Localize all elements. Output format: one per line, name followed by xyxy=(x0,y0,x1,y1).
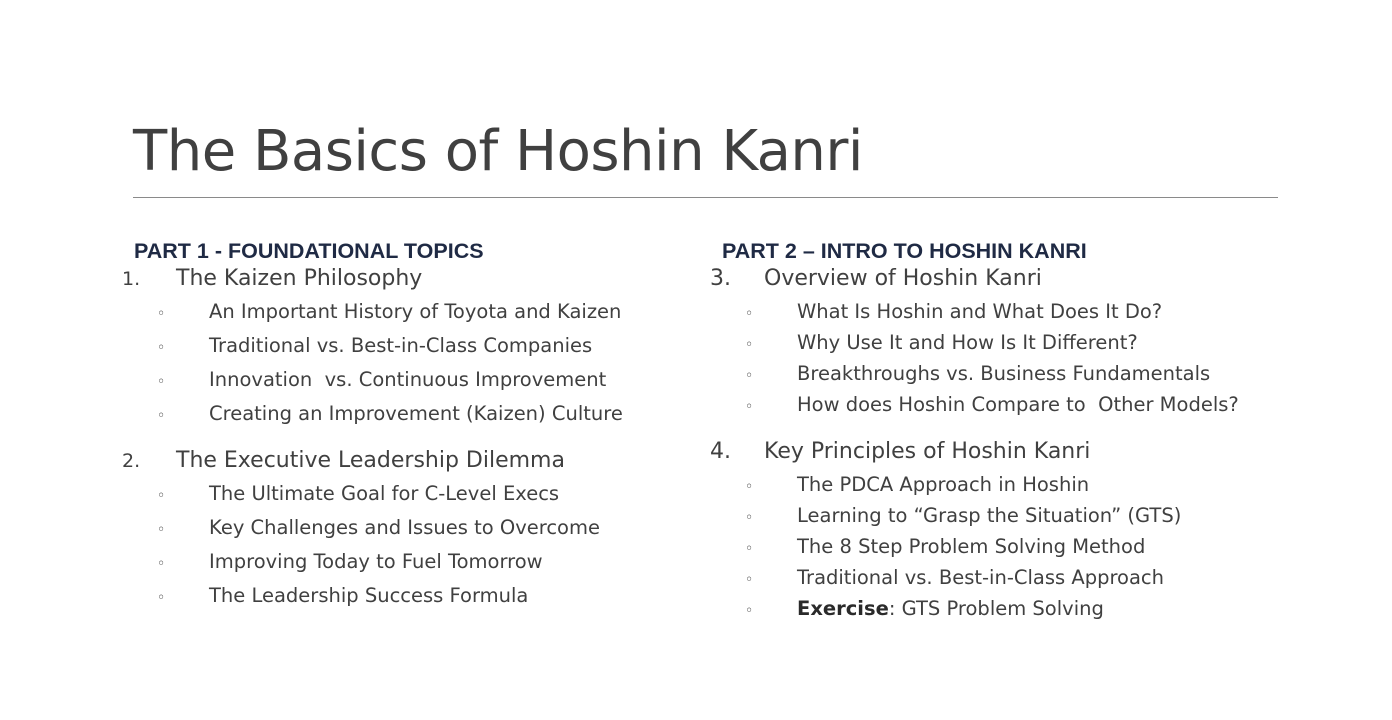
exercise-item xyxy=(710,597,1310,628)
section-4 xyxy=(710,439,1310,628)
bullet-icon: ◦ xyxy=(745,479,754,495)
bullet-icon: ◦ xyxy=(157,556,166,572)
section-header xyxy=(710,439,1310,473)
list-item xyxy=(122,584,682,618)
list-item xyxy=(710,504,1310,535)
list-item-text: Key Challenges and Issues to Overcome xyxy=(209,516,600,539)
bullet-icon: ◦ xyxy=(745,541,754,557)
list-item-text: Traditional vs. Best-in-Class Approach xyxy=(797,566,1164,589)
part1-column xyxy=(122,236,682,618)
bullet-icon: ◦ xyxy=(157,488,166,504)
bullet-icon: ◦ xyxy=(157,306,166,322)
section-title: Overview of Hoshin Kanri xyxy=(764,266,1042,291)
bullet-icon: ◦ xyxy=(157,374,166,390)
list-item xyxy=(122,402,682,436)
title-divider xyxy=(133,197,1278,198)
bullet-icon: ◦ xyxy=(745,399,754,415)
list-item-text: Innovation vs. Continuous Improvement xyxy=(209,368,607,391)
list-item-text: The 8 Step Problem Solving Method xyxy=(797,535,1146,558)
list-item xyxy=(122,482,682,516)
list-item xyxy=(710,393,1310,424)
bullet-icon: ◦ xyxy=(157,340,166,356)
bullet-icon: ◦ xyxy=(745,337,754,353)
list-item-text: Breakthroughs vs. Business Fundamentals xyxy=(797,362,1211,385)
part1-heading: PART 1 - FOUNDATIONAL TOPICS xyxy=(134,239,484,263)
list-item xyxy=(710,535,1310,566)
section-number: 4. xyxy=(710,439,731,464)
list-item xyxy=(710,300,1310,331)
section-3 xyxy=(710,266,1310,424)
section-header xyxy=(122,448,682,482)
list-item xyxy=(122,300,682,334)
section-header xyxy=(710,266,1310,300)
list-item-text: An Important History of Toyota and Kaizen xyxy=(209,300,622,323)
section-2 xyxy=(122,448,682,618)
bullet-icon: ◦ xyxy=(745,510,754,526)
list-item-text: What Is Hoshin and What Does It Do? xyxy=(797,300,1163,323)
bullet-list xyxy=(122,300,682,436)
bullet-icon: ◦ xyxy=(745,368,754,384)
section-number: 1. xyxy=(122,268,141,290)
exercise-text xyxy=(797,597,1104,620)
list-item-text: Creating an Improvement (Kaizen) Culture xyxy=(209,402,623,425)
list-item-text: The Leadership Success Formula xyxy=(209,584,529,607)
list-item xyxy=(122,516,682,550)
bullet-icon: ◦ xyxy=(745,603,754,619)
list-item-text: Learning to “Grasp the Situation” (GTS) xyxy=(797,504,1182,527)
slide-title: The Basics of Hoshin Kanri xyxy=(133,119,863,184)
list-item-text: The Ultimate Goal for C-Level Execs xyxy=(209,482,560,505)
list-item xyxy=(122,334,682,368)
bullet-icon: ◦ xyxy=(157,590,166,606)
list-item xyxy=(710,331,1310,362)
list-item-text: The PDCA Approach in Hoshin xyxy=(797,473,1090,496)
section-number: 3. xyxy=(710,266,731,291)
list-item-text: Improving Today to Fuel Tomorrow xyxy=(209,550,543,573)
bullet-icon: ◦ xyxy=(157,522,166,538)
exercise-description: : GTS Problem Solving xyxy=(888,597,1104,620)
exercise-label: Exercise xyxy=(797,597,889,620)
bullet-list xyxy=(122,482,682,618)
bullet-list xyxy=(710,473,1310,628)
section-header xyxy=(122,266,682,300)
list-item-text: Traditional vs. Best-in-Class Companies xyxy=(209,334,593,357)
list-item xyxy=(710,566,1310,597)
section-title: Key Principles of Hoshin Kanri xyxy=(764,439,1091,464)
part2-heading: PART 2 – INTRO TO HOSHIN KANRI xyxy=(722,239,1087,263)
section-title: The Executive Leadership Dilemma xyxy=(176,448,565,473)
section-title: The Kaizen Philosophy xyxy=(176,266,423,291)
list-item xyxy=(710,362,1310,393)
bullet-icon: ◦ xyxy=(745,572,754,588)
list-item xyxy=(122,550,682,584)
bullet-icon: ◦ xyxy=(745,306,754,322)
part2-column xyxy=(710,236,1310,628)
bullet-icon: ◦ xyxy=(157,408,166,424)
bullet-list xyxy=(710,300,1310,424)
list-item-text: How does Hoshin Compare to Other Models? xyxy=(797,393,1239,416)
section-number: 2. xyxy=(122,450,141,472)
list-item xyxy=(122,368,682,402)
list-item-text: Why Use It and How Is It Different? xyxy=(797,331,1138,354)
section-1 xyxy=(122,266,682,436)
list-item xyxy=(710,473,1310,504)
